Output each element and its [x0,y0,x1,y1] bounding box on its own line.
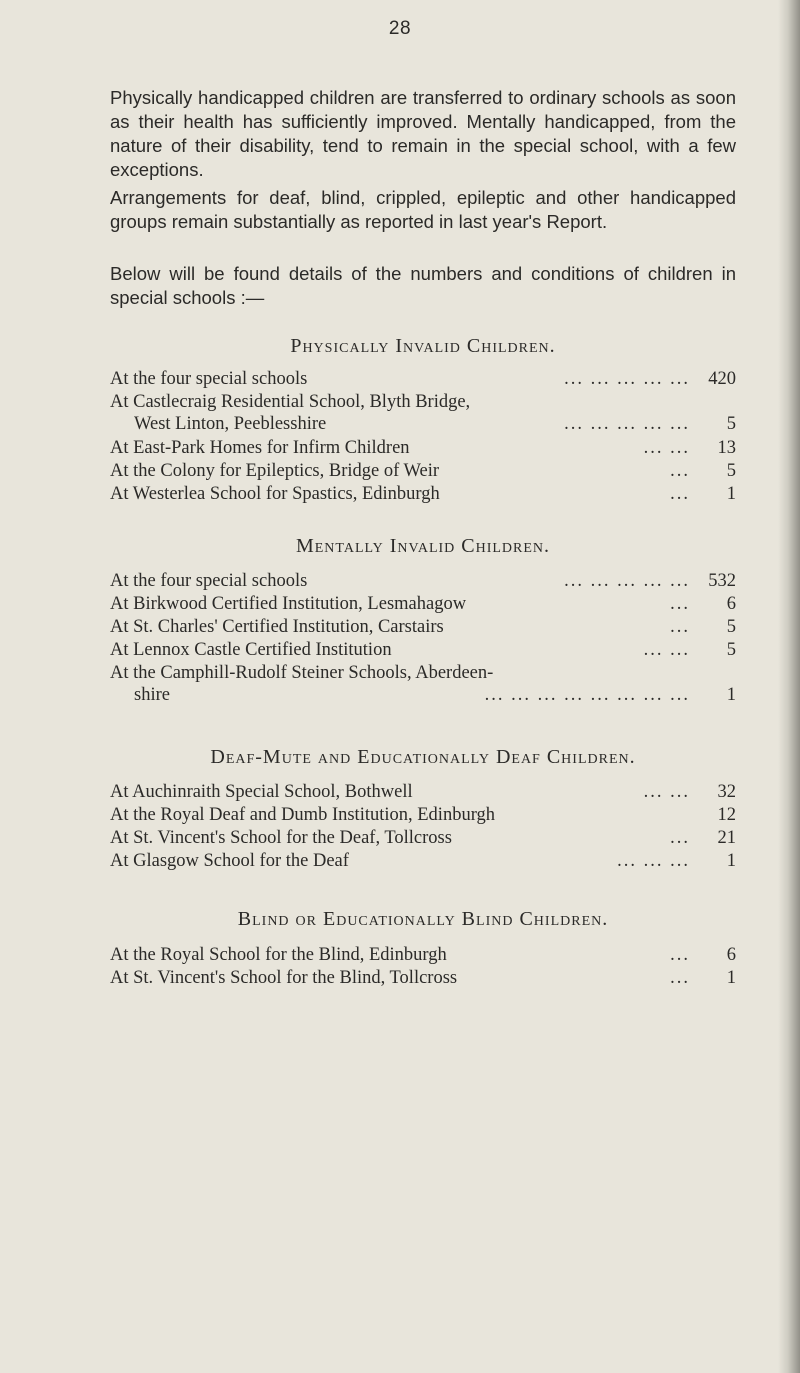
leader-dots: ... ... [643,438,690,458]
entry-physically-four-schools [110,368,736,390]
entry-label-continued: West Linton, Peeblesshire [134,414,327,434]
entry-count: 32 [717,782,736,802]
leader-dots: ... ... ... ... ... [564,571,690,591]
leader-dots: ... ... ... [617,851,690,871]
entry-count: 5 [726,640,736,660]
leader-dots: ... ... [643,782,690,802]
page-number: 28 [388,18,412,39]
leader-dots: ... ... ... ... ... [564,414,690,434]
paragraph-arrangements: Arrangements for deaf, blind, crippled, epileptic and other handicapped groups remain substantially as reported in last year's Report. [110,187,736,232]
entry-label: At the Camphill-Rudolf Steiner Schools, Aberdeen- [110,663,494,683]
leader-dots: ... [670,461,690,481]
section-heading-physically-invalid: Physically Invalid Children. [290,335,556,357]
entry-label: At the Colony for Epileptics, Bridge of Weir [110,461,440,481]
entry-label: At East-Park Homes for Infirm Children [110,438,410,458]
leader-dots: ... [670,594,690,614]
leader-dots: ... ... [643,640,690,660]
entry-physically-east-park [110,437,736,459]
entry-label: At St. Vincent's School for the Deaf, Tollcross [110,828,452,848]
entry-deaf-glasgow [110,850,736,872]
entry-physically-westerlea [110,483,736,505]
section-heading-mentally-invalid: Mentally Invalid Children. [295,535,551,557]
entry-count: 6 [726,945,736,965]
entry-count: 5 [726,617,736,637]
entry-count: 1 [726,968,736,988]
entry-physically-colony-epileptics [110,460,736,482]
entry-label: At Westerlea School for Spastics, Edinburgh [110,484,440,504]
entry-count: 13 [717,438,736,458]
entry-count: 532 [708,571,736,591]
entry-count: 1 [726,685,736,705]
entry-label: At the Royal Deaf and Dumb Institution, Edinburgh [110,805,496,825]
entry-count: 12 [717,805,736,825]
leader-dots: ... [670,968,690,988]
entry-count: 5 [726,461,736,481]
page-edge-shadow [778,0,800,1373]
leader-dots: ... [670,617,690,637]
entry-label: At St. Charles' Certified Institution, Carstairs [110,617,444,637]
entry-deaf-royal-institution [110,804,736,826]
entry-label: At Glasgow School for the Deaf [110,851,349,871]
entry-count: 1 [726,484,736,504]
leader-dots: ... [670,828,690,848]
section-heading-deaf: Deaf-Mute and Educationally Deaf Children. [210,746,636,768]
entry-count: 6 [726,594,736,614]
entry-label: At Auchinraith Special School, Bothwell [110,782,413,802]
entry-count: 420 [708,369,736,389]
entry-label: At Castlecraig Residential School, Blyth Bridge, [110,392,471,412]
leader-dots: ... [670,945,690,965]
entry-label: At the Royal School for the Blind, Edinburgh [110,945,447,965]
entry-count: 5 [726,414,736,434]
entry-count: 21 [717,828,736,848]
entry-label: At Lennox Castle Certified Institution [110,640,392,660]
leader-dots: ... ... ... ... ... ... ... ... [484,685,690,705]
paragraph-transfer: Physically handicapped children are transferred to ordinary schools as soon as their health has sufficiently improved. Mentally handicapped, from the nature of their disability, tend to remain in the special school, with a few exceptions. [110,87,736,180]
entry-mentally-four-schools [110,570,736,592]
entry-label: At St. Vincent's School for the Blind, Tollcross [110,968,458,988]
entry-blind-st-vincents [110,967,736,989]
entry-mentally-camphill [110,662,736,706]
entry-physically-castlecraig [110,391,736,435]
leader-dots: ... [670,484,690,504]
section-heading-blind: Blind or Educationally Blind Children. [237,908,609,930]
entry-count: 1 [726,851,736,871]
entry-mentally-birkwood [110,593,736,615]
entry-label: At the four special schools [110,571,308,591]
entry-mentally-lennox-castle [110,639,736,661]
entry-label: At the four special schools [110,369,308,389]
entry-deaf-st-vincents [110,827,736,849]
entry-mentally-st-charles [110,616,736,638]
entry-deaf-auchinraith [110,781,736,803]
paragraph-details-intro: Below will be found details of the numbers and conditions of children in special schools :— [110,263,736,308]
entry-label-continued: shire [134,685,170,705]
entry-blind-royal-school [110,944,736,966]
leader-dots: ... ... ... ... ... [564,369,690,389]
entry-label: At Birkwood Certified Institution, Lesmahagow [110,594,467,614]
